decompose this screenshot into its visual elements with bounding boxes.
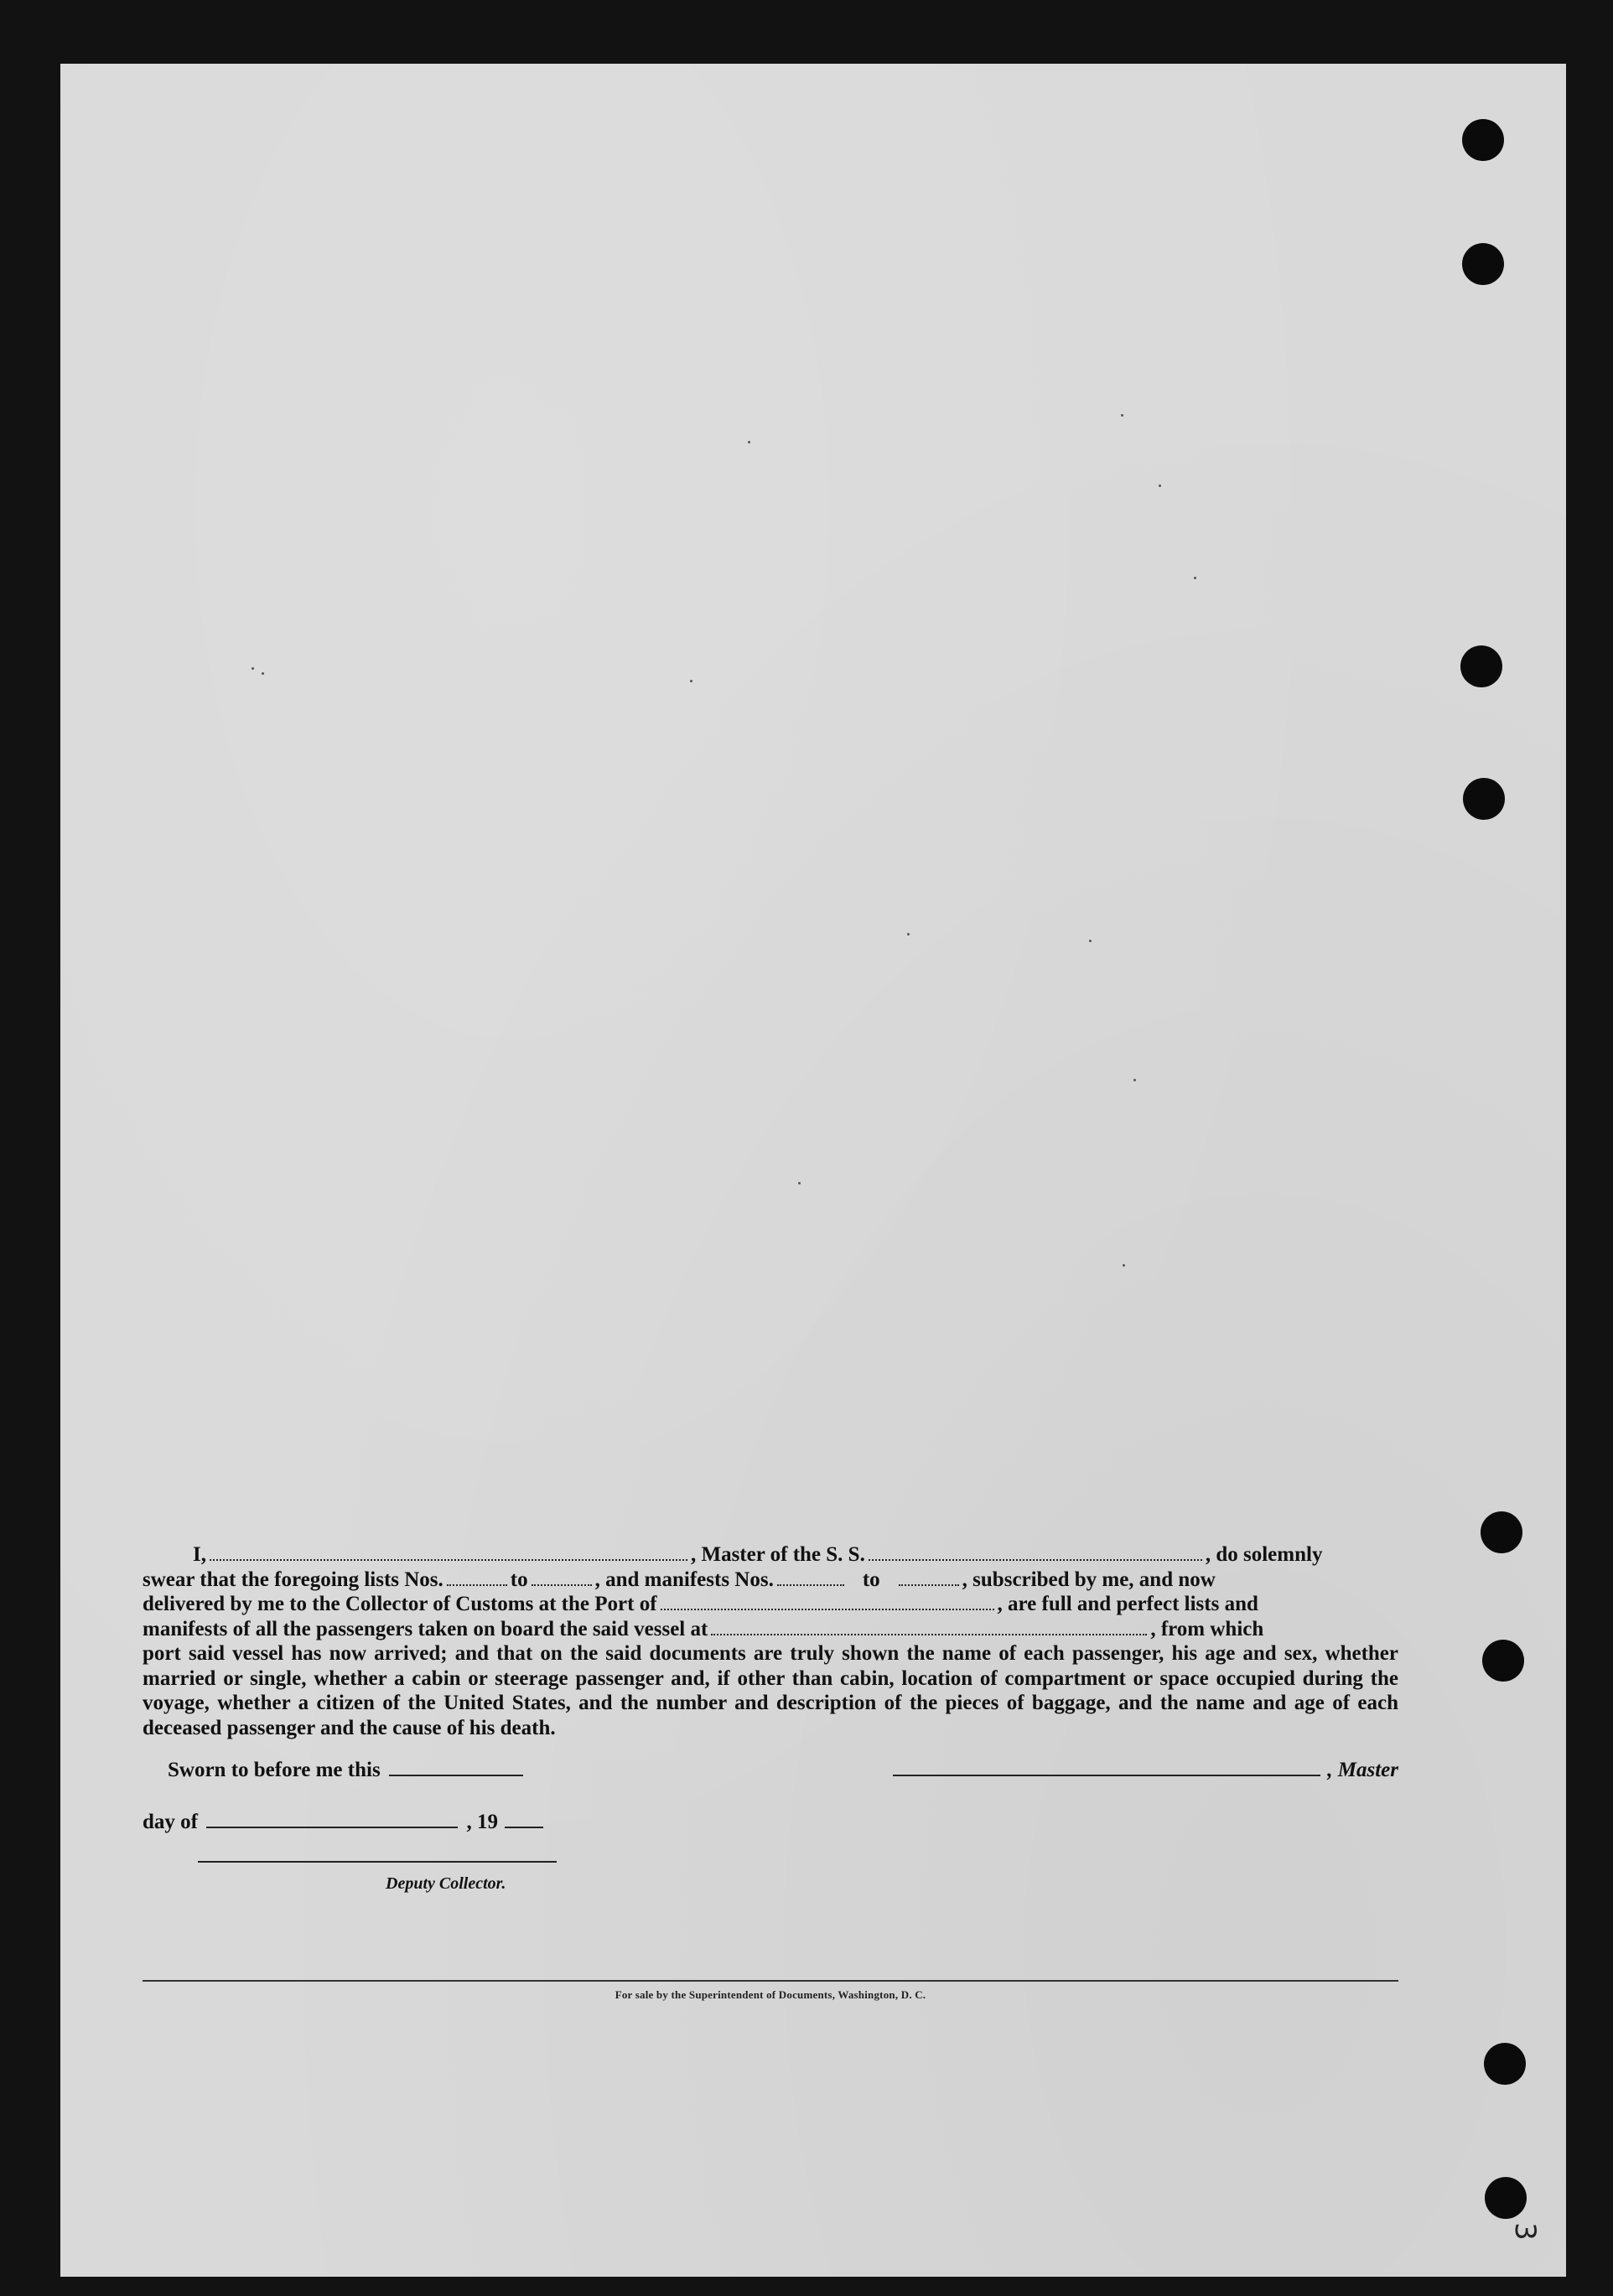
punch-hole — [1460, 645, 1502, 687]
punch-hole — [1485, 2177, 1527, 2219]
lists-to-blank — [532, 1569, 592, 1586]
port-blank — [661, 1594, 994, 1610]
speck — [690, 680, 692, 682]
speck — [252, 667, 254, 670]
speck — [1123, 1264, 1125, 1267]
month-blank — [206, 1811, 458, 1828]
oath-delivered: delivered by me to the Collector of Customs at the Port of — [143, 1593, 657, 1615]
master-name-blank — [210, 1544, 687, 1561]
master-signature-line — [891, 1759, 1398, 1782]
oath-full-perfect: , are full and perfect lists and — [997, 1593, 1258, 1615]
sworn-line — [168, 1759, 526, 1782]
oath-line-1 — [143, 1542, 1398, 1568]
year-blank — [505, 1813, 543, 1828]
oath-line-4 — [143, 1617, 1398, 1642]
punch-hole — [1481, 1511, 1522, 1553]
oath-subscribed: , subscribed by me, and now — [962, 1568, 1216, 1591]
oath-do-solemnly: , do solemnly — [1205, 1543, 1323, 1566]
day-of-label: day of — [143, 1811, 198, 1833]
document-page — [60, 64, 1566, 2277]
footer-note: For sale by the Superintendent of Documents, Washington, D. C. — [615, 1988, 926, 2001]
oath-to-2: to — [862, 1568, 880, 1591]
oath-from-which: , from which — [1150, 1617, 1264, 1640]
oath-line-3 — [143, 1592, 1398, 1617]
master-label: , Master — [1327, 1759, 1398, 1781]
oath-statement — [143, 1542, 1398, 1740]
master-signature-blank — [893, 1761, 1320, 1776]
punch-hole — [1463, 778, 1505, 820]
speck — [1194, 577, 1196, 579]
oath-swear: swear that the foregoing lists Nos. — [143, 1568, 443, 1591]
footer-rule — [143, 1980, 1398, 1982]
sworn-label: Sworn to before me this — [168, 1759, 381, 1781]
speck — [1089, 940, 1092, 942]
lists-from-blank — [447, 1569, 507, 1586]
departure-port-blank — [711, 1619, 1147, 1635]
speck — [907, 933, 910, 936]
punch-hole — [1462, 119, 1504, 161]
deputy-signature-line — [198, 1861, 557, 1863]
oath-body: port said vessel has now arrived; and that on the said documents are truly shown the name of each passenger, his age and sex, whether married or single, whether a cabin or steerage passenger and, if other than cabin, location of compartment or space occupied during the voyage, whether a citizen of the United States, and the number and description of the pieces of baggage, and the name and age of each deceased passenger and the cause of his death. — [143, 1642, 1398, 1739]
manifests-to-blank — [899, 1569, 959, 1586]
sworn-day-blank — [389, 1760, 523, 1776]
speck — [1159, 485, 1161, 487]
speck — [798, 1182, 801, 1184]
page-number-mark: 3 — [1507, 2222, 1542, 2241]
oath-and-manifests: , and manifests Nos. — [594, 1568, 774, 1591]
day-of-line — [143, 1811, 545, 1834]
speck — [262, 672, 264, 675]
punch-hole — [1462, 243, 1504, 285]
oath-i: I, — [193, 1543, 206, 1566]
manifests-from-blank — [777, 1569, 844, 1586]
speck — [1133, 1079, 1136, 1081]
punch-hole — [1482, 1640, 1524, 1682]
oath-to-1: to — [510, 1568, 528, 1591]
vessel-name-blank — [869, 1544, 1202, 1561]
speck — [748, 441, 750, 443]
speck — [1121, 414, 1123, 417]
bleed-through-ghost — [337, 144, 343, 169]
deputy-collector-label: Deputy Collector. — [386, 1874, 506, 1893]
year-label: , 19 — [466, 1811, 498, 1833]
oath-master-of: , Master of the S. S. — [690, 1543, 865, 1566]
oath-manifests-all: manifests of all the passengers taken on board the said vessel at — [143, 1617, 708, 1640]
punch-hole — [1484, 2043, 1526, 2085]
oath-line-2 — [143, 1568, 1398, 1593]
